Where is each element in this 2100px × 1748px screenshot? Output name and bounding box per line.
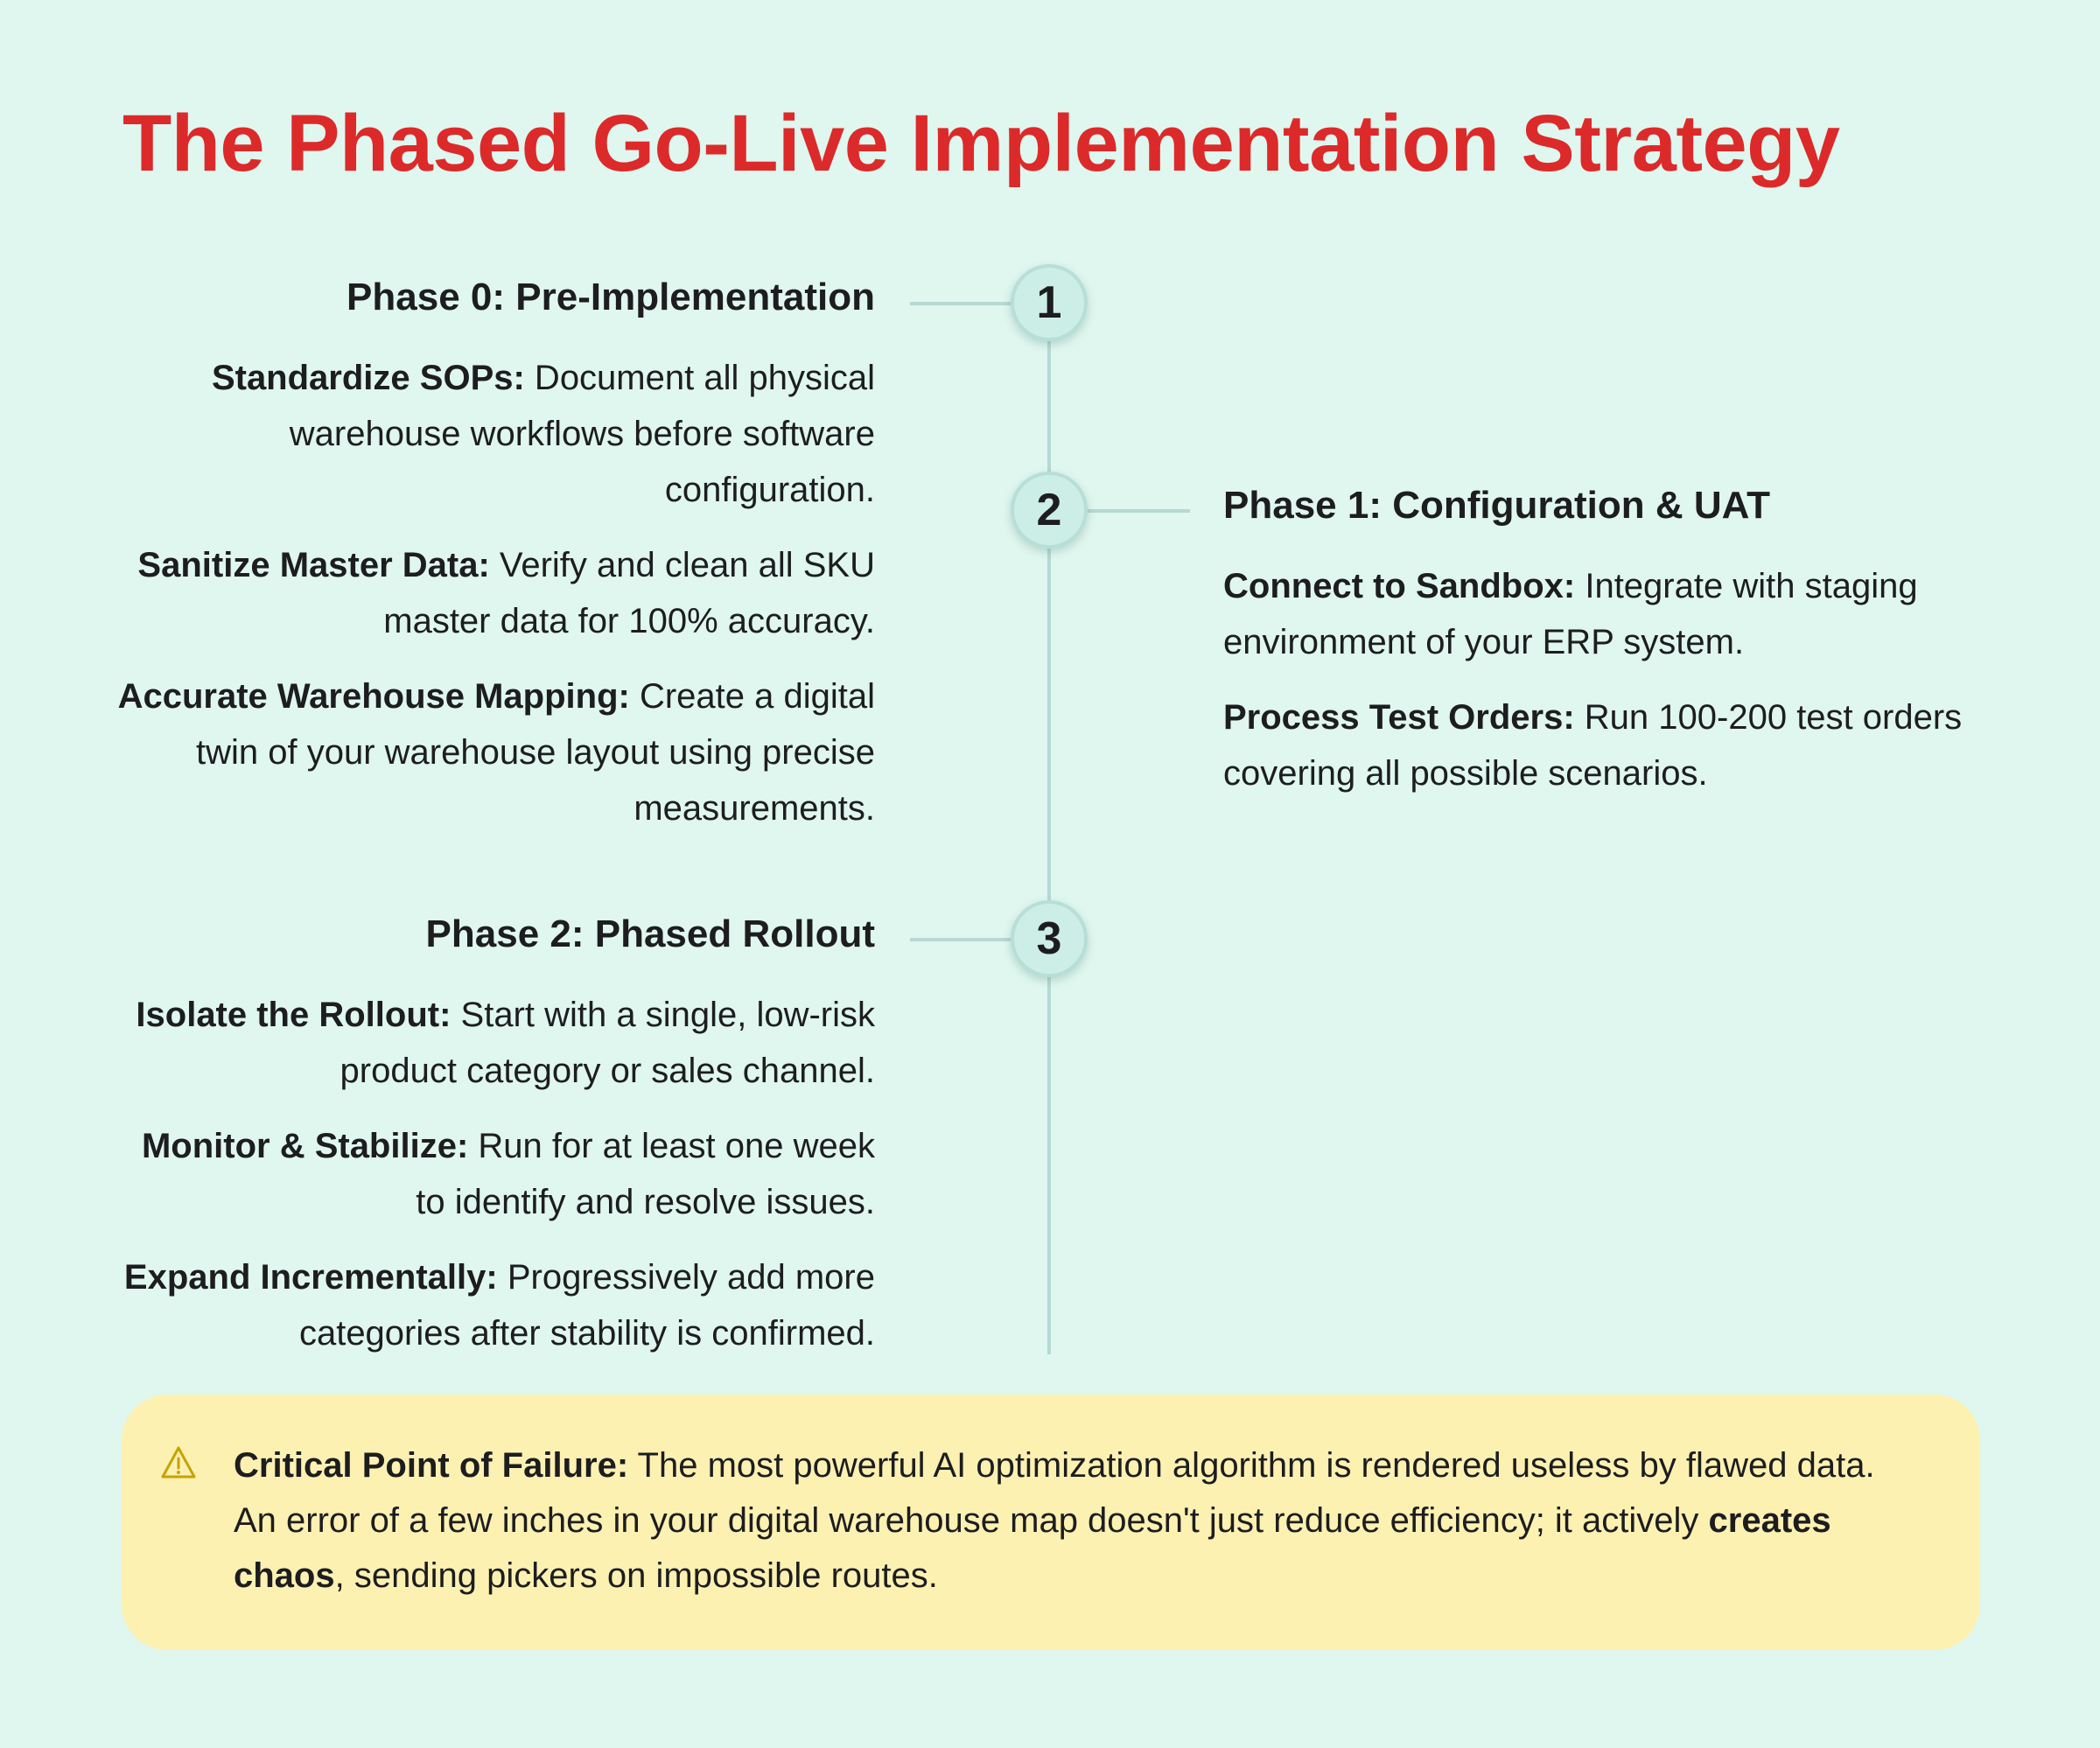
phase-2-item	[105, 1249, 875, 1361]
phase-1-item	[1223, 689, 1993, 801]
phase-2-item	[105, 987, 875, 1099]
callout-emphasis: creates chaos	[234, 1501, 1831, 1595]
phase-0-item-text: Create a digital twin of your warehouse layout using precise measurements.	[196, 677, 875, 828]
phase-2-item-label: Monitor & Stabilize:	[141, 1127, 469, 1165]
phase-1-title: Phase 1: Configuration & UAT	[1223, 484, 1770, 527]
phase-2-item-text: Start with a single, low-risk product category or sales channel.	[340, 996, 875, 1090]
phase-0-item	[105, 537, 875, 649]
phase-1-item-text: Integrate with staging environment of your ERP system.	[1223, 567, 1918, 661]
callout-text	[234, 1438, 1922, 1604]
phase-1-item-label: Connect to Sandbox:	[1223, 567, 1576, 605]
phase-1-item	[1223, 558, 1993, 670]
callout-body-1: The most powerful AI optimization algorithm is rendered useless by flawed data. An error of a few inches in your digital warehouse map doesn't just reduce efficiency; it actively	[234, 1446, 1875, 1540]
phase-0-block	[105, 271, 875, 856]
step-node-2: 2	[1011, 472, 1088, 549]
phase-0-item-text: Document all physical warehouse workflows before software configuration.	[289, 359, 875, 509]
phase-0-item	[105, 668, 875, 836]
step-node-1: 1	[1011, 264, 1088, 341]
phase-1-block	[1223, 479, 1993, 821]
callout-label: Critical Point of Failure:	[234, 1446, 629, 1485]
page-title: The Phased Go-Live Implementation Strategy	[122, 99, 1840, 188]
connector-phase-0	[910, 302, 1013, 305]
phase-2-block	[105, 908, 875, 1381]
phase-2-item-label: Expand Incrementally:	[123, 1258, 498, 1297]
phase-2-item	[105, 1118, 875, 1230]
phase-1-item-label: Process Test Orders:	[1223, 698, 1575, 737]
phase-0-item	[105, 350, 875, 518]
timeline-line	[1047, 303, 1051, 1354]
critical-failure-callout	[122, 1395, 1980, 1650]
phase-0-item-label: Sanitize Master Data:	[137, 546, 490, 584]
phase-0-item-label: Standardize SOPs:	[211, 359, 525, 397]
phase-1-item-text: Run 100-200 test orders covering all possible scenarios.	[1223, 698, 1963, 793]
phase-2-item-text: Progressively add more categories after stability is confirmed.	[298, 1258, 875, 1353]
phase-0-item-text: Verify and clean all SKU master data for 100% accuracy.	[383, 546, 875, 640]
phase-0-title: Phase 0: Pre-Implementation	[346, 276, 875, 318]
phase-2-item-text: Run for at least one week to identify and resolve issues.	[416, 1127, 875, 1221]
phase-0-item-label: Accurate Warehouse Mapping:	[117, 677, 630, 716]
phase-2-title: Phase 2: Phased Rollout	[425, 912, 875, 955]
connector-phase-2	[910, 938, 1013, 941]
connector-phase-1	[1085, 509, 1190, 513]
step-node-3: 3	[1011, 900, 1088, 977]
callout-body-2: , sending pickers on impossible routes.	[334, 1556, 938, 1595]
phase-2-item-label: Isolate the Rollout:	[136, 996, 452, 1034]
warning-icon	[160, 1445, 197, 1480]
